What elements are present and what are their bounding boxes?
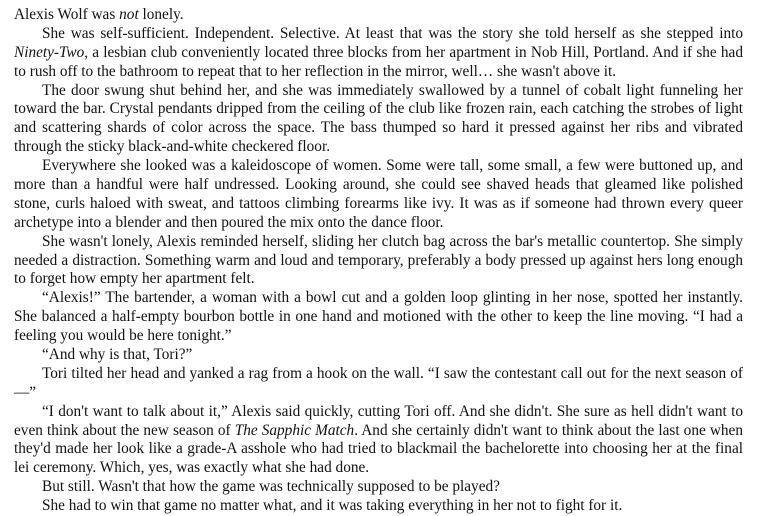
- paragraph: [14, 365, 743, 403]
- body-text: , a lesbian club conveniently located three blocks from her apartment in Nob Hill, Portland. And if she had to rush off to the bathroom to repeat that to her reflection in the mirror, well… she wasn't above it.: [14, 43, 743, 80]
- body-text: “Alexis!” The bartender, a woman with a bowl cut and a golden loop glinting in her nose, spotted her instantly. She balanced a half-empty bourbon bottle in one hand and motioned with the other to keep the line moving. “I had a feeling you would be here tonight.”: [14, 289, 743, 345]
- paragraph: [14, 478, 743, 497]
- paragraph: [14, 25, 743, 82]
- body-text: “And why is that, Tori?”: [42, 346, 193, 364]
- paragraph: [14, 403, 743, 479]
- body-text: The door swung shut behind her, and she was immediately swallowed by a tunnel of cobalt light funneling her toward the bar. Crystal pendants dripped from the ceiling of the club like frozen rain, each catching the strobes of light and scattering shards of color across the space. The bass thumped so hard it pressed against her ribs and vibrated through the sticky black-and-white checkered floor.: [14, 81, 743, 156]
- body-text: lonely.: [138, 6, 184, 23]
- body-text: Tori tilted her head and yanked a rag from a hook on the wall. “I saw the contestant call out for the next season of—”: [14, 364, 743, 401]
- body-text: “I don't want to talk about it,” Alexis said quickly, cutting Tori off. And she didn't. She sure as hell didn't want to even think about the new season of: [14, 402, 743, 439]
- body-text: She was self-sufficient. Independent. Selective. At least that was the story she told herself as she stepped into: [42, 24, 743, 42]
- body-text: Alexis Wolf was: [14, 6, 120, 23]
- clipped-line-text: She had to win that game no matter what, and it was taking everything in her not to fight for it.: [42, 497, 623, 515]
- paragraph: [14, 6, 743, 25]
- paragraph: [14, 157, 743, 233]
- clipped-bottom-line: [14, 497, 743, 515]
- paragraph-container: [14, 6, 743, 497]
- body-text: She wasn't lonely, Alexis reminded herself, sliding her clutch bag across the bar's metallic countertop. She simply needed a distraction. Something warm and loud and temporary, preferably a body pressed up against hers long enough to forget how empty her apartment felt.: [14, 232, 743, 288]
- italic-title-text: not: [119, 6, 139, 23]
- body-text: Everywhere she looked was a kaleidoscope of women. Some were tall, some small, a few were buttoned up, and more than a handful were half undressed. Looking around, she could see shaved heads that gleamed like polished stone, curls haloed with sweat, and tattoos climbing forearms like ivy. It was as if someone had thrown every queer archetype into a blender and then poured the mix onto the dance floor.: [14, 157, 743, 231]
- italic-title-text: Ninety-Two: [14, 43, 85, 61]
- paragraph: [14, 289, 743, 346]
- italic-title-text: The Sapphic Match: [234, 421, 355, 439]
- body-text: But still. Wasn't that how the game was technically supposed to be played?: [42, 478, 500, 496]
- paragraph: [14, 233, 743, 290]
- paragraph: [14, 82, 743, 158]
- paragraph: [14, 346, 743, 365]
- body-text: . And she certainly didn't want to think about the last one when they'd made her look like a grade-A asshole who had tried to blackmail the bachelorette into choosing her at the final lei ceremony. Which, yes, was exactly what she had done.: [14, 421, 743, 477]
